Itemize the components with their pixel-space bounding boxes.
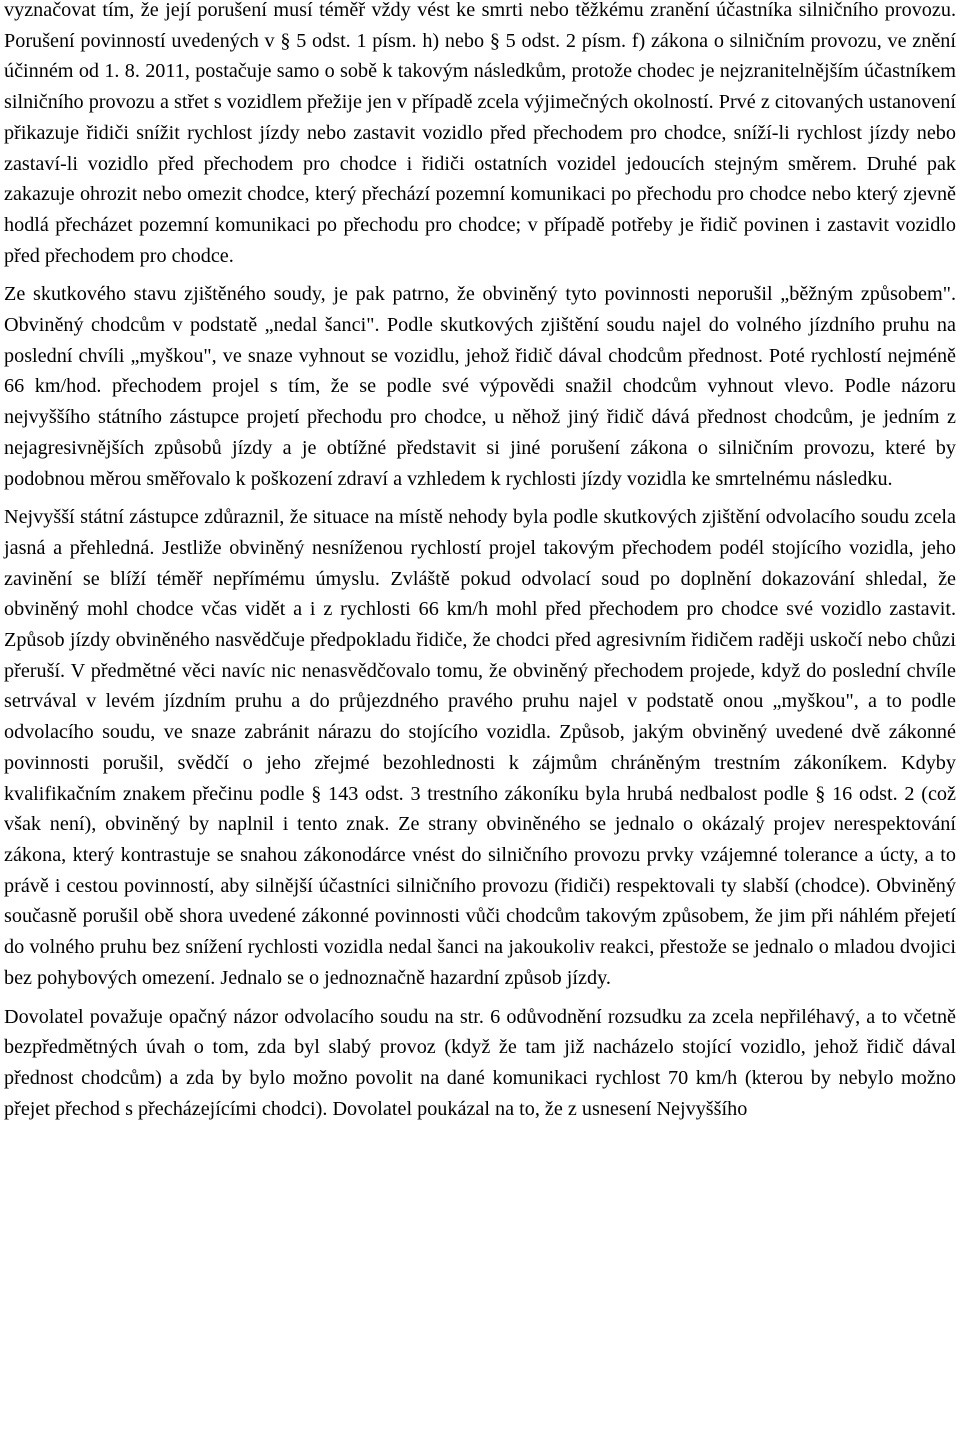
paragraph: Ze skutkového stavu zjištěného soudy, je pak patrno, že obviněný tyto povinnosti neporušil „běžným způsobem". Obviněný chodcům v podstatě „nedal šanci". Podle skutkových zjištění soudu najel do volného jízdního pruhu na poslední chvíli „myškou", ve snaze vyhnout se vozidlu, jehož řidič dával chodcům přednost. Poté rychlostí nejméně 66 km/hod. přechodem projel s tím, že se podle své výpovědi snažil chodcům vyhnout vlevo. Podle názoru nejvyššího státního zástupce projetí přechodu pro chodce, u něhož jiný řidič dává přednost chodcům, je jedním z nejagresivnějších způsobů jízdy a je obtížné představit si jiné porušení zákona o silničním provozu, které by podobnou měrou směřovalo k poškození zdraví a vzhledem k rychlosti jízdy vozidla ke smrtelnému následku. [4, 283, 956, 490]
paragraph: Dovolatel považuje opačný názor odvolacího soudu na str. 6 odůvodnění rozsudku za zcela nepřiléhavý, a to včetně bezpředmětných úvah o tom, zda byl slabý provoz (když že tam již nacházelo stojící vozidlo, jehož řidič dával přednost chodcům) a zda by bylo možno povolit na dané komunikaci rychlost 70 km/h (kterou by nebylo možno přejet přechod s přecházejícími chodci). Dovolatel poukázal na to, že z usnesení Nejvyššího [4, 1005, 956, 1120]
paragraph: Nejvyšší státní zástupce zdůraznil, že situace na místě nehody byla podle skutkových zjištění odvolacího soudu zcela jasná a přehledná. Jestliže obviněný nesníženou rychlostí projel takovým přechodem podél stojícího vozidla, jeho zavinění se blíží téměř nepřímému úmyslu. Zvláště pokud odvolací soud po doplnění dokazování shledal, že obviněný mohl chodce včas vidět a i z rychlosti 66 km/h mohl před přechodem pro chodce své vozidlo zastavit. Způsob jízdy obviněného nasvědčuje předpokladu řidiče, že chodci před agresivním řidičem raději uskočí nebo chůzi přeruší. V předmětné věci navíc nic nenasvědčovalo tomu, že obviněný přechodem projede, když do poslední chvíle setrvával v levém jízdním pruhu a do průjezdného pravého pruhu najel v podstatě onou „myškou", a to podle odvolacího soudu, ve snaze zabránit nárazu do stojícího vozidla. Způsob, jakým obviněný uvedené dvě zákonné povinnosti porušil, svědčí o jeho zřejmé bezohlednosti k zájmům chráněným trestním zákoníkem. Kdyby kvalifikačním znakem přečinu podle § 143 odst. 3 trestního zákoníku byla hrubá nedbalost podle § 16 odst. 2 (což však není), obviněný by naplnil i tento znak. Ze strany obviněného se jednalo o okázalý projev nerespektování zákona, který kontrastuje se snahou zákonodárce vnést do silničního provozu prvky vzájemné tolerance a úcty, a to právě i cestou povinností, aby silnější účastníci silničního provozu (řidiči) respektovali ty slabší (chodce). Obviněný současně porušil obě shora uvedené zákonné povinnosti vůči chodcům takovým způsobem, že jim při náhlém přejetí do volného pruhu bez snížení rychlosti vozidla nedal šanci na jakoukoliv reakci, přestože se jednalo o mladou dvojici bez pohybových omezení. Jednalo se o jednoznačně hazardní způsob jízdy. [4, 506, 956, 989]
paragraph: vyznačovat tím, že její porušení musí téměř vždy vést ke smrti nebo těžkému zranění účastníka silničního provozu. Porušení povinností uvedených v § 5 odst. 1 písm. h) nebo § 5 odst. 2 písm. f) zákona o silničním provozu, ve znění účinném od 1. 8. 2011, postačuje samo o sobě k takovým následkům, protože chodec je nejzranitelnějším účastníkem silničního provozu a střet s vozidlem přežije jen v případě zcela výjimečných okolností. Prvé z citovaných ustanovení přikazuje řidiči snížit rychlost jízdy nebo zastavit vozidlo před přechodem pro chodce, sníží-li rychlost jízdy nebo zastaví-li vozidlo před přechodem pro chodce i řidiči ostatních vozidel jedoucích stejným směrem. Druhé pak zakazuje ohrozit nebo omezit chodce, který přechází pozemní komunikaci po přechodu pro chodce nebo který zjevně hodlá přecházet pozemní komunikaci po přechodu pro chodce; v případě potřeby je řidič povinen i zastavit vozidlo před přechodem pro chodce. [4, 0, 956, 267]
